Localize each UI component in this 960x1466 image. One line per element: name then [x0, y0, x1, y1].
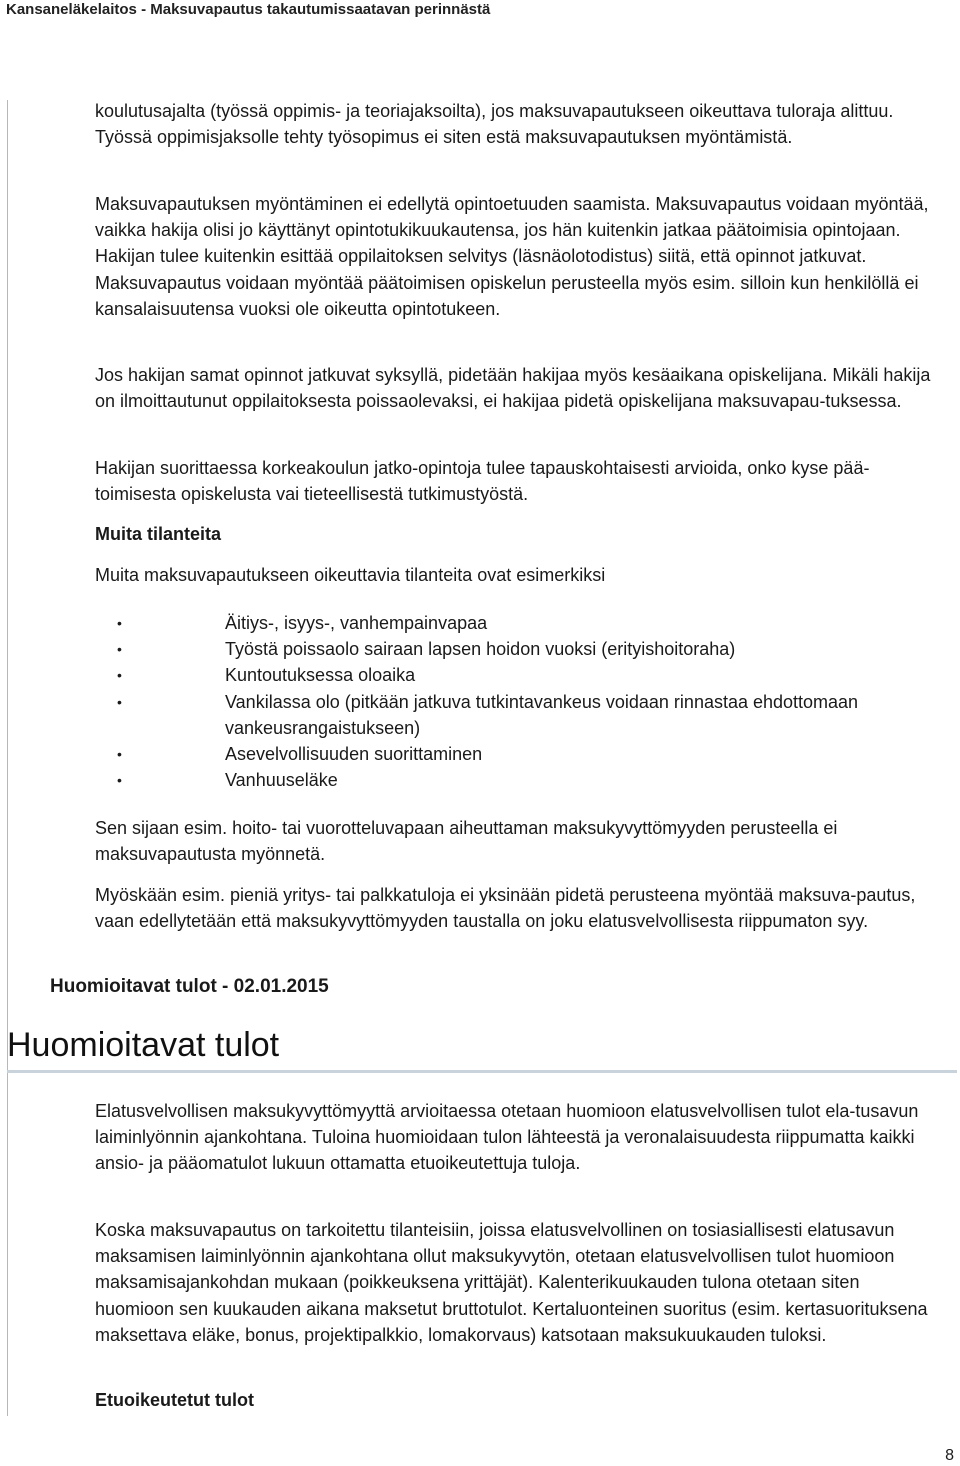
list-item-text: Vankilassa olo (pitkään jatkuva tutkintavankeus voidaan rinnastaa ehdottomaan vankeusrangaistukseen)	[225, 691, 859, 738]
list-item	[95, 767, 940, 793]
left-margin-rule	[7, 100, 8, 1416]
paragraph-summer-studies: Jos hakijan samat opinnot jatkuvat syksyllä, pidetään hakijaa myös kesäaikana opiskelijana. Mikäli hakija on ilmoittautunut oppilaitoksesta poissaolevaksi, ei hakijaa pidetä opiskelijana maksuvapau-tuksessa.	[95, 365, 931, 412]
list-item-text: Äitiys-, isyys-, vanhempainvapaa	[225, 613, 488, 633]
title-underline-divider	[7, 1070, 957, 1073]
bullet-icon: •	[117, 641, 122, 658]
paragraph-study-benefit: Maksuvapautuksen myöntäminen ei edellytä opintoetuuden saamista. Maksuvapautus voidaan myöntää, vaikka hakija olisi jo käyttänyt opintotukikuukautensa, jos hän kuitenkin jatkaa päätoimisia opintojaan. Hakijan tulee kuitenkin esittää oppilaitoksen selvitys (läsnäolotodistus) siitä, että opinnot jatkuvat. Maksuvapautus voidaan myöntää päätoimisen opiskelun perusteella myös esim. silloin kun henkilöllä ei kansalaisuutensa vuoksi ole oikeutta opintotukeen.	[95, 194, 929, 319]
paragraph-care-leave: Sen sijaan esim. hoito- tai vuorotteluvapaan aiheuttaman maksukyvyttömyyden perusteella ei maksuvapautusta myönnetä.	[95, 818, 838, 865]
list-item	[95, 741, 940, 767]
bullet-icon: •	[117, 693, 122, 710]
bullet-icon: •	[117, 772, 122, 789]
section-date-heading: Huomioitavat tulot - 02.01.2015	[50, 976, 329, 997]
list-item	[95, 636, 940, 662]
list-item-text: Vanhuuseläke	[225, 770, 338, 791]
bullet-icon: •	[117, 615, 122, 631]
list-item	[95, 662, 940, 688]
list-item	[95, 689, 940, 741]
heading-privileged-income: Etuoikeutetut tulot	[95, 1390, 254, 1410]
page-title: Huomioitavat tulot	[7, 1026, 280, 1064]
list-item-text: Kuntoutuksessa oloaika	[225, 665, 416, 686]
other-situations-list	[95, 610, 940, 793]
list-item	[95, 610, 940, 636]
list-item-text: Työstä poissaolo sairaan lapsen hoidon vuoksi (erityishoitoraha)	[225, 639, 736, 660]
paragraph-training-period: koulutusajalta (työssä oppimis- ja teoriajaksoilta), jos maksuvapautukseen oikeuttava tuloraja alittuu. Työssä oppimisjaksolle tehty työsopimus ei siten estä maksuvapautuksen myöntämistä.	[95, 101, 894, 148]
paragraph-small-income: Myöskään esim. pieniä yritys- tai palkkatuloja ei yksinään pidetä perusteena myöntää maksuva-pautus, vaan edellytetään että maksukyvyttömyyden taustalla on joku elatusvelvollisesta riippumaton syy.	[95, 885, 916, 932]
bullet-icon: •	[117, 746, 122, 763]
page-number: 8	[945, 1447, 954, 1464]
paragraph-payment-timing: Koska maksuvapautus on tarkoitettu tilanteisiin, joissa elatusvelvollinen on tosiasiallisesti elatusavun maksamisen laiminlyönnin ajankohtana ollut maksukyvytön, otetaan elatusvelvollisen tulot huomioon maksamisajankohdan mukaan (poikkeuksena yrittäjät). Kalenterikuukauden tulona otetaan siten huomioon sen kuukauden aikana maksetut bruttotulot. Kertaluonteinen suoritus (esim. kertasuorituksena maksettava eläke, bonus, projektipalkkio, lomakorvaus) katsotaan maksukuukauden tuloksi.	[95, 1220, 928, 1345]
page-header-title: Kansaneläkelaitos - Maksuvapautus takautumissaatavan perinnästä	[6, 1, 491, 18]
paragraph-postgraduate: Hakijan suorittaessa korkeakoulun jatko-opintoja tulee tapauskohtaisesti arvioida, onko kyse pää-toimisesta opiskelusta vai tieteellisestä tutkimustyöstä.	[95, 458, 870, 505]
list-item-text: Asevelvollisuuden suorittaminen	[225, 744, 483, 765]
heading-other-situations: Muita tilanteita	[95, 524, 222, 544]
paragraph-income-assessment: Elatusvelvollisen maksukyvyttömyyttä arvioitaessa otetaan huomioon elatusvelvollisen tulot ela-tusavun laiminlyönnin ajankohtana. Tuloina huomioidaan tulon lähteestä ja veronalaisuudesta riippumatta kaikki ansio- ja pääomatulot lukuun ottamatta etuoikeutettuja tuloja.	[95, 1101, 919, 1174]
paragraph-other-situations-intro: Muita maksuvapautukseen oikeuttavia tilanteita ovat esimerkiksi	[95, 565, 606, 585]
bullet-icon: •	[117, 667, 122, 684]
